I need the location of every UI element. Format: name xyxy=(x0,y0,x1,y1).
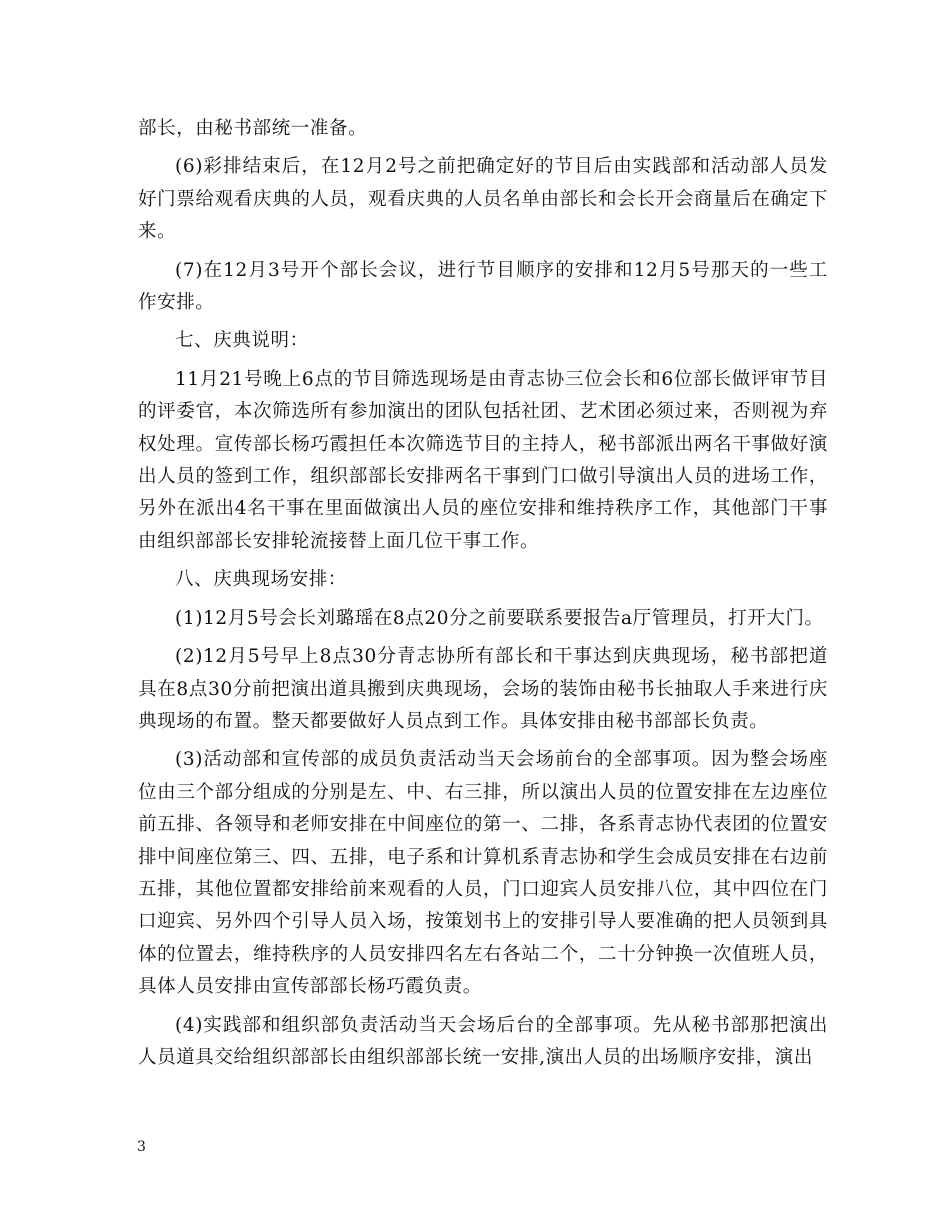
paragraph-item-6: (6)彩排结束后，在12月2号之前把确定好的节目后由实践部和活动部人员发好门票给观看庆典的人员，观看庆典的人员名单由部长和会长开会商量后在确定下来。 xyxy=(138,156,828,243)
paragraph-item-1: (1)12月5号会长刘璐瑶在8点20分之前要联系要报告a厅管理员，打开大门。 xyxy=(175,607,824,629)
paragraph-item-3: (3)活动部和宣传部的成员负责活动当天会场前台的全部事项。因为整会场座位由三个部分组成的分别是左、中、右三排，所以演出人员的位置安排在左边座位前五排、各领导和老师安排在中间座位的第一、二排，各系青志协代表团的位置安排中间座位第三、四、五排，电子系和计算机系青志协和学生会成员安排在右边前五排，其他位置都安排给前来观看的人员，门口迎宾人员安排八位，其中四位在门口迎宾、另外四个引导人员入场，按策划书上的安排引导人要准确的把人员领到具体的位置去，维持秩序的人员安排四名左右各站二个，二十分钟换一次值班人员，具体人员安排由宣传部部长杨巧霞负责。 xyxy=(138,749,828,998)
section-heading-8: 八、庆典现场安排： xyxy=(175,569,347,591)
document-body xyxy=(138,113,828,1080)
paragraph-continuation: 部长，由秘书部统一准备。 xyxy=(138,118,368,139)
paragraph-item-4: (4)实践部和组织部负责活动当天会场后台的全部事项。先从秘书部那把演出人员道具交给组织部部长由组织部部长统一安排,演出人员的出场顺序安排，演出 xyxy=(138,1014,828,1068)
paragraph-item-7: (7)在12月3号开个部长会议，进行节目顺序的安排和12月5号那天的一些工作安排。 xyxy=(138,259,828,314)
paragraph-ceremony-description: 11月21号晚上6点的节目筛选现场是由青志协三位会长和6位部长做评审节目的评委官，本次筛选所有参加演出的团队包括社团、艺术团必须过来，否则视为弃权处理。宣传部长杨巧霞担任本次筛选节目的主持人，秘书部派出两名干事做好演出人员的签到工作，组织部部长安排两名干事到门口做引导演出人员的进场工作，另外在派出4名干事在里面做演出人员的座位安排和维持秩序工作，其他部门干事由组织部部长安排轮流接替上面几位干事工作。 xyxy=(138,368,828,552)
paragraph-item-2: (2)12月5号早上8点30分青志协所有部长和干事达到庆典现场，秘书部把道具在8点30分前把演出道具搬到庆典现场，会场的装饰由秘书长抽取人手来进行庆典现场的布置。整天都要做好人员点到工作。具体安排由秘书部部长负责。 xyxy=(138,646,828,732)
section-heading-7: 七、庆典说明： xyxy=(175,330,309,352)
page-number: 3 xyxy=(137,1139,146,1155)
